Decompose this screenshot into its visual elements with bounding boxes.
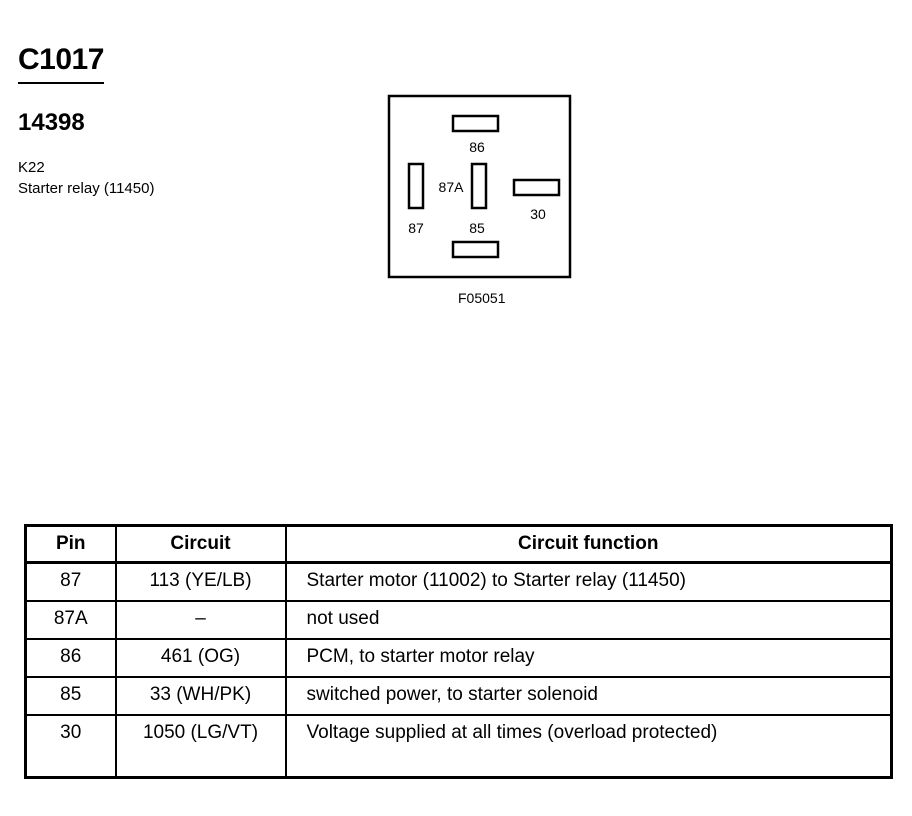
part-number: 14398 [18,109,85,136]
pin-table [24,524,893,779]
cell-circuit: – [116,601,286,639]
connector-id: C1017 [18,42,104,84]
cell-circuit: 461 (OG) [116,639,286,677]
table-row [26,715,892,778]
pin-85-label: 85 [469,220,485,236]
pin-87a-label: 87A [438,179,464,195]
cell-circuit: 1050 (LG/VT) [116,715,286,778]
cell-pin: 87 [26,563,116,602]
cell-function: not used [286,601,892,639]
cell-circuit: 33 (WH/PK) [116,677,286,715]
cell-pin: 30 [26,715,116,778]
header-function: Circuit function [286,526,892,563]
pin-86-label: 86 [469,139,485,155]
table-row [26,639,892,677]
figure-code: F05051 [458,290,506,306]
cell-function: PCM, to starter motor relay [286,639,892,677]
pin-86-terminal [453,116,498,131]
pin-30-terminal [514,180,559,195]
pin-87-label: 87 [408,220,424,236]
cell-function: Voltage supplied at all times (overload protected) [286,715,892,778]
cell-pin: 85 [26,677,116,715]
cell-function: Starter motor (11002) to Starter relay (11450) [286,563,892,602]
cell-pin: 87A [26,601,116,639]
pin-85-terminal [453,242,498,257]
pin-87-terminal [409,164,423,208]
cell-circuit: 113 (YE/LB) [116,563,286,602]
table-row [26,677,892,715]
component-code: K22 [18,159,45,176]
table-row [26,563,892,602]
table-row [26,601,892,639]
component-name: Starter relay (11450) [18,180,155,197]
relay-connector-diagram [380,88,580,288]
header-circuit: Circuit [116,526,286,563]
pin-30-label: 30 [530,206,546,222]
pin-87a-terminal [472,164,486,208]
header-pin: Pin [26,526,116,563]
table-header-row [26,526,892,563]
cell-function: switched power, to starter solenoid [286,677,892,715]
cell-pin: 86 [26,639,116,677]
